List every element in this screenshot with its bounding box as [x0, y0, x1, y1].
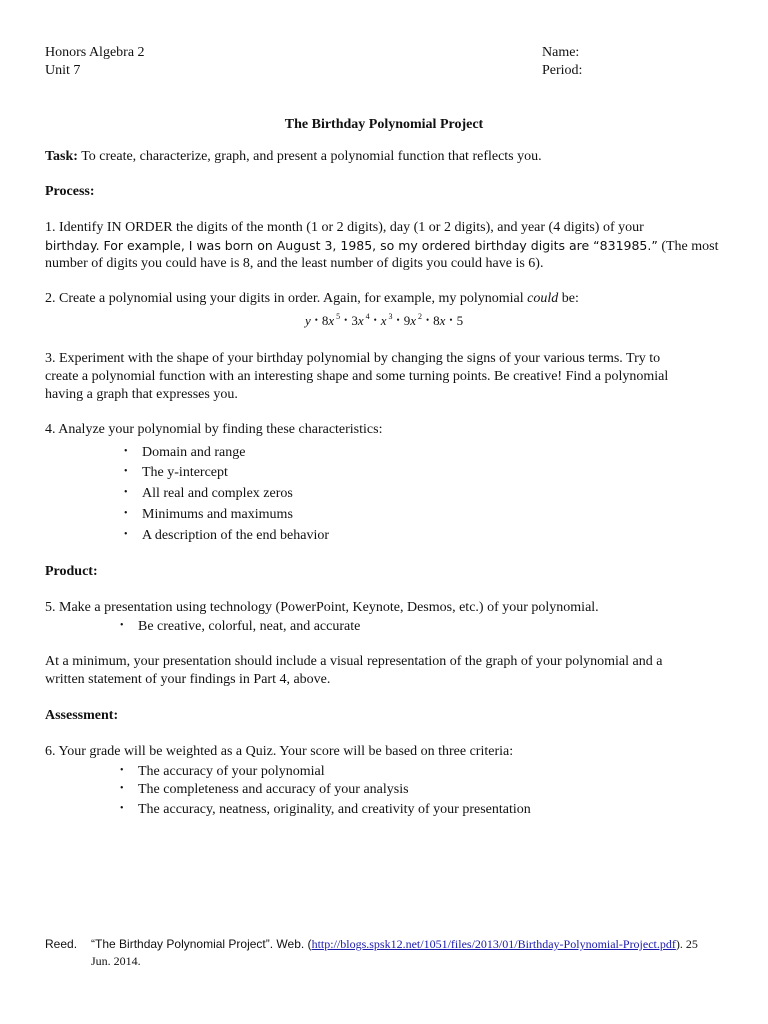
minimum-line2: written statement of your findings in Part 4, above. [45, 672, 331, 687]
step5-intro: 5. Make a presentation using technology (PowerPoint, Keynote, Desmos, etc.) of your polynomial. [45, 600, 599, 615]
bullet-icon: • [120, 620, 124, 631]
page-title: The Birthday Polynomial Project [284, 117, 484, 132]
eq-t5-var: x [439, 313, 446, 328]
step5-item-text: Be creative, colorful, neat, and accurate [138, 619, 361, 634]
citation-line1 [45, 936, 745, 953]
minimum-line1: At a minimum, your presentation should include a visual representation of the graph of your polynomial and a [45, 654, 663, 669]
assessment-heading: Assessment: [45, 708, 119, 723]
step3-line1: 3. Experiment with the shape of your birthday polynomial by changing the signs of your various terms. Try to [45, 351, 661, 366]
eq-t1-var: x [328, 313, 335, 328]
bullet-icon: • [124, 466, 128, 477]
step6-item-text: The completeness and accuracy of your analysis [138, 782, 409, 797]
step2-text-after: be: [561, 291, 579, 306]
bullet-icon: • [120, 765, 124, 776]
eq-t3-exp: 3 [388, 312, 393, 321]
bullet-icon: • [124, 508, 128, 519]
eq-op-6: • [449, 315, 453, 325]
eq-t4-var: x [410, 313, 416, 328]
eq-op-5: • [425, 315, 430, 325]
eq-op-1: • [314, 315, 318, 325]
eq-t2-coef: 3 [351, 313, 358, 328]
name-label: Name: [542, 45, 580, 60]
eq-t4-coef: 9 [403, 313, 411, 328]
course-name: Honors Algebra 2 [45, 45, 145, 60]
period-label: Period: [542, 63, 583, 78]
process-heading: Process: [45, 184, 95, 199]
step6-intro: 6. Your grade will be weighted as a Quiz. Your score will be based on three criteria: [45, 744, 514, 759]
eq-op-2: • [344, 315, 348, 325]
step2-text [45, 290, 579, 308]
eq-t3-var: x [380, 313, 387, 328]
eq-t2-var: x [357, 313, 364, 328]
eq-t1-coef: 8 [321, 313, 329, 328]
step6-item-text: The accuracy, neatness, originality, and creativity of your presentation [138, 802, 531, 817]
citation-title: “The Birthday Polynomial Project”. Web. ( [91, 937, 312, 951]
step6-item [120, 762, 325, 781]
step3-line3: having a graph that expresses you. [45, 387, 238, 402]
eq-t2-exp: 4 [365, 312, 370, 321]
step4-intro: 4. Analyze your polynomial by finding these characteristics: [45, 422, 383, 437]
step4-item [124, 526, 329, 545]
bullet-icon: • [124, 446, 128, 457]
step1-line1: 1. Identify IN ORDER the digits of the month (1 or 2 digits), day (1 or 2 digits), and year (4 digits) of your [45, 220, 644, 235]
eq-t1-exp: 5 [336, 312, 341, 321]
step1-line2 [45, 237, 719, 256]
step3-line2: create a polynomial function with an interesting shape and some turning points. Be creative! Find a polynomial [45, 369, 669, 384]
step4-item [124, 484, 293, 503]
step6-item [120, 780, 409, 799]
bullet-icon: • [124, 487, 128, 498]
step2-text-before: 2. Create a polynomial using your digits in order. Again, for example, my polynomial [45, 291, 524, 306]
task-label: Task: [45, 149, 78, 164]
step4-item-text: All real and complex zeros [142, 486, 293, 501]
step1-line3: number of digits you could have is 8, and the least number of digits you could have is 6). [45, 256, 544, 271]
bullet-icon: • [120, 803, 124, 814]
eq-t6-const: 5 [456, 313, 464, 328]
eq-op-4: • [396, 315, 400, 325]
eq-t4-exp: 2 [417, 312, 422, 321]
step4-item-text: Minimums and maximums [142, 507, 293, 522]
citation-line2: Jun. 2014. [91, 954, 141, 968]
step1-line2b: (The most [661, 239, 719, 254]
step4-item [124, 463, 228, 482]
citation-after-link: ). 25 [675, 937, 698, 951]
step5-item [120, 617, 360, 636]
step4-item-text: The y-intercept [142, 465, 228, 480]
step4-item [124, 443, 245, 462]
unit-label: Unit 7 [45, 63, 81, 78]
bullet-icon: • [120, 783, 124, 794]
step6-item-text: The accuracy of your polynomial [138, 764, 325, 779]
step4-item-text: Domain and range [142, 445, 246, 460]
task-line [45, 148, 735, 166]
step2-emphasis: could [527, 291, 559, 306]
eq-t5-coef: 8 [433, 313, 440, 328]
step6-item [120, 800, 531, 819]
citation-author: Reed. [45, 937, 78, 951]
citation-footer [45, 936, 745, 970]
eq-y: y [304, 313, 311, 328]
eq-op-3: • [373, 315, 377, 325]
step1-line2a: birthday. For example, I was born on August 3, 1985, so my ordered birthday digits are “831985.” [45, 238, 658, 253]
step4-item-text: A description of the end behavior [142, 528, 330, 543]
example-equation [0, 312, 768, 329]
step4-item [124, 505, 293, 524]
product-heading: Product: [45, 564, 98, 579]
task-text: To create, characterize, graph, and present a polynomial function that reflects you. [81, 149, 542, 164]
bullet-icon: • [124, 529, 128, 540]
citation-link[interactable]: http://blogs.spsk12.net/1051/files/2013/01/Birthday-Polynomial-Project.pdf [311, 937, 676, 951]
